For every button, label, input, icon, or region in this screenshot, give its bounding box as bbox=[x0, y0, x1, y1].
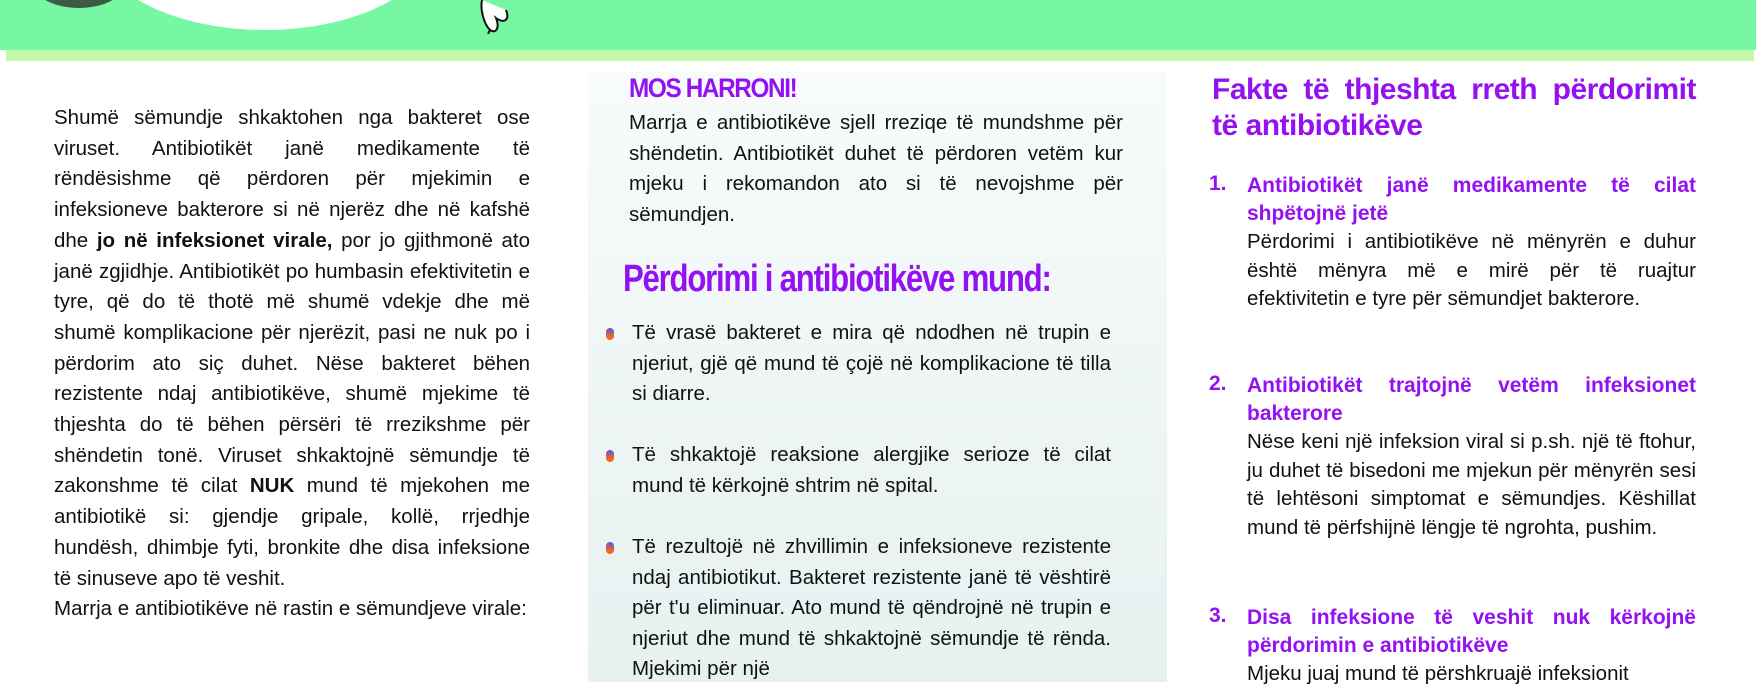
fact-description: Mjeku juaj mund të përshkruajë infeksionit bbox=[1247, 662, 1629, 685]
fact-item bbox=[1209, 172, 1696, 314]
facts-heading: Fakte të thjeshta rreth përdorimit të antibiotikëve bbox=[1212, 73, 1696, 142]
header-stripe bbox=[6, 50, 1754, 61]
bullet-icon bbox=[606, 542, 614, 554]
fact-heading: Antibiotikët janë medikamente të cilat shpëtojnë jetë bbox=[1247, 174, 1696, 225]
fact-number: 3. bbox=[1209, 604, 1227, 627]
intro-paragraph: Shumë sëmundje shkaktohen nga bakteret ose viruset. Antibiotikët janë medikamente të rëndësishme që përdoren për mjekimin e infeksioneve bakterore si në njerëz dhe në kafshë dhe jo në infeksionet virale, por jo gjithmonë ato janë zgjidhje. Antibiotikët po humbasin efektivitetin e tyre, që do të thotë më shumë vdekje dhe më shumë komplikacione për njerëzit, pasi ne nuk po i përdorim ato siç duhet. Nëse bakteret bëhen rezistente ndaj antibiotikëve, shumë mjekime të thjeshta do të bëhen përsëri të rrezikshme për shëndetin tonë. Viruset shkaktojnë sëmundje të zakonshme të cilat NUK mund të mjekohen me antibiotikë si: gjendje gripale, kollë, rrjedhje hundësh, dhimbje fyti, bronkite dhe disa infeksione të sinuseve apo të veshit. bbox=[54, 106, 530, 590]
fact-item bbox=[1209, 604, 1696, 689]
usage-heading: Përdorimi i antibiotikëve mund: bbox=[623, 258, 1051, 300]
illustration-icon bbox=[470, 0, 540, 34]
reminder-title: MOS HARRONI! bbox=[629, 73, 797, 103]
list-item: Të vrasë bakteret e mira që ndodhen në trupin e njeriut, gjë që mund të çojë në komplikacione të tilla si diarre. bbox=[606, 318, 1111, 410]
fact-item bbox=[1209, 372, 1696, 543]
fact-heading: Disa infeksione të veshit nuk kërkojnë përdorimin e antibiotikëve bbox=[1247, 606, 1696, 657]
bullet-icon bbox=[606, 450, 614, 462]
fact-number: 1. bbox=[1209, 172, 1227, 195]
fact-heading: Antibiotikët trajtojnë vetëm infeksionet bakterore bbox=[1247, 374, 1696, 425]
viral-paragraph: Marrja e antibiotikëve në rastin e sëmundjeve virale: bbox=[54, 597, 527, 621]
list-item: Të rezultojë në zhvillimin e infeksioneve rezistente ndaj antibiotikut. Bakteret rezistente janë të vështirë për t'u eliminuar. Ato mund të qëndrojnë në trupin e njeriut dhe mund të shkaktojnë sëmundje të rënda. Mjekimi për një bbox=[606, 532, 1111, 685]
list-item: Të shkaktojë reaksione alergjike serioze të cilat mund të kërkojnë shtrim në spital. bbox=[606, 440, 1111, 501]
fact-number: 2. bbox=[1209, 372, 1227, 395]
bullet-icon bbox=[606, 328, 614, 340]
intro-column bbox=[54, 103, 530, 625]
fact-description: Nëse keni një infeksion viral si p.sh. një të ftohur, ju duhet të bisedoni me mjekun për mënyrën sesi të lehtësoni simptomat e sëmundjes. Këshillat mund të përfshijnë lëngje të ngrohta, pushim. bbox=[1247, 430, 1696, 540]
fact-description: Përdorimi i antibiotikëve në mënyrën e duhur është mënyra më e mirë për të ruajtur efektivitetin e tyre për sëmundjet bakterore. bbox=[1247, 230, 1696, 311]
reminder-text: Marrja e antibiotikëve sjell rreziqe të mundshme për shëndetin. Antibiotikët duhet të përdoren vetëm kur mjeku i rekomandon ato si të nevojshme për sëmundjen. bbox=[629, 111, 1123, 227]
